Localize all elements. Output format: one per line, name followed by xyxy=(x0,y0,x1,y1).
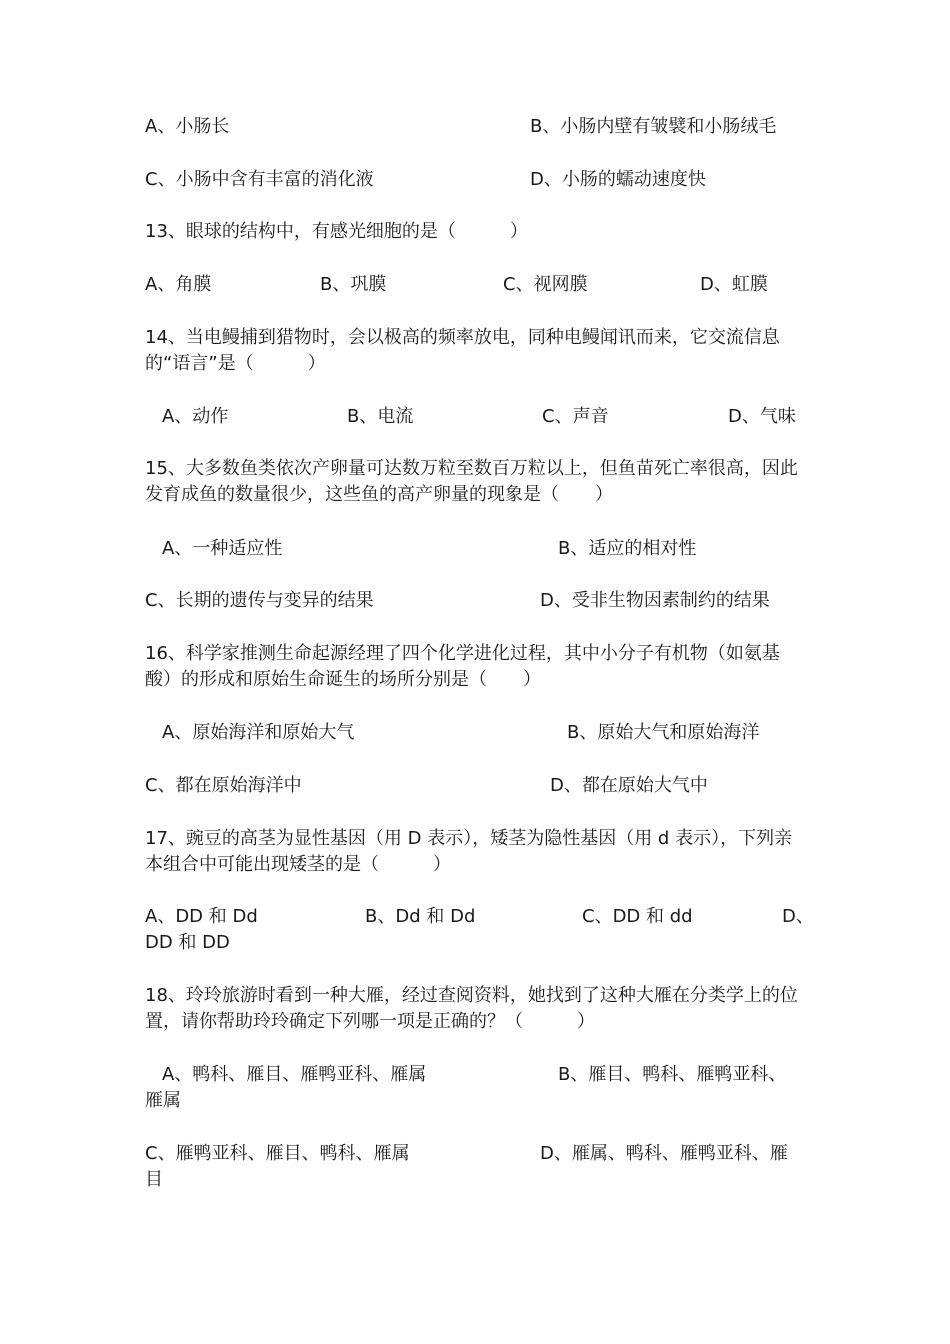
q15-option-a: A、一种适应性 xyxy=(162,538,283,559)
q16-option-b: B、原始大气和原始海洋 xyxy=(567,722,760,743)
q17-option-d-label: D、 xyxy=(782,906,814,927)
q13-option-c: C、视网膜 xyxy=(503,274,588,295)
q16-option-d: D、都在原始大气中 xyxy=(550,775,708,796)
q18-stem: 18、玲玲旅游时看到一种大雁，经过查阅资料，她找到了这种大雁在分类学上的位置，请你帮助玲玲确定下列哪一项是正确的？（ ） xyxy=(145,985,798,1032)
q12-option-d: D、小肠的蠕动速度快 xyxy=(530,169,706,190)
q18-option-d-text: 目 xyxy=(145,1169,163,1190)
q17-stem: 17、豌豆的高茎为显性基因（用 D 表示），矮茎为隐性基因（用 d 表示），下列亲本组合中可能出现矮茎的是（ ） xyxy=(145,828,793,875)
q14-stem: 14、当电鳗捕到猎物时，会以极高的频率放电，同种电鳗闻讯而来，它交流信息的“语言”是（ ） xyxy=(145,327,780,374)
q14-option-b: B、电流 xyxy=(347,406,414,427)
q15-option-b: B、适应的相对性 xyxy=(558,538,697,559)
q16-stem: 16、科学家推测生命起源经理了四个化学进化过程，其中小分子有机物（如氨基酸）的形成和原始生命诞生的场所分别是（ ） xyxy=(145,643,780,690)
q12-option-b: B、小肠内壁有皱襞和小肠绒毛 xyxy=(530,116,777,137)
q13-option-b: B、巩膜 xyxy=(320,274,387,295)
q18-option-a: A、鸭科、雁目、雁鸭亚科、雁属 xyxy=(162,1064,427,1085)
q18-option-b-label: B、雁目、鸭科、雁鸭亚科、 xyxy=(558,1064,787,1085)
q14-option-c: C、声音 xyxy=(542,406,609,427)
q16-option-a: A、原始海洋和原始大气 xyxy=(162,722,355,743)
q15-option-d: D、受非生物因素制约的结果 xyxy=(540,590,770,611)
q17-option-d-text: DD 和 DD xyxy=(145,932,230,953)
q14-option-d: D、气味 xyxy=(728,406,796,427)
q17-option-b: B、Dd 和 Dd xyxy=(365,906,476,927)
q17-option-c: C、DD 和 dd xyxy=(582,906,693,927)
q12-option-a: A、小肠长 xyxy=(145,116,230,137)
q14-option-a: A、动作 xyxy=(162,406,229,427)
q13-option-d: D、虹膜 xyxy=(700,274,768,295)
q13-stem: 13、眼球的结构中，有感光细胞的是（ ） xyxy=(145,221,528,242)
q16-option-c: C、都在原始海洋中 xyxy=(145,775,302,796)
q17-option-a: A、DD 和 Dd xyxy=(145,906,258,927)
q18-option-c: C、雁鸭亚科、雁目、鸭科、雁属 xyxy=(145,1143,410,1164)
q12-option-c: C、小肠中含有丰富的消化液 xyxy=(145,169,374,190)
q15-option-c: C、长期的遗传与变异的结果 xyxy=(145,590,374,611)
q13-option-a: A、角膜 xyxy=(145,274,212,295)
q18-option-d-label: D、雁属、鸭科、雁鸭亚科、雁 xyxy=(540,1143,788,1164)
q15-stem: 15、大多数鱼类依次产卵量可达数万粒至数百万粒以上，但鱼苗死亡率很高，因此发育成鱼的数量很少，这些鱼的高产卵量的现象是（ ） xyxy=(145,458,798,505)
q18-option-b-text: 雁属 xyxy=(145,1090,181,1111)
